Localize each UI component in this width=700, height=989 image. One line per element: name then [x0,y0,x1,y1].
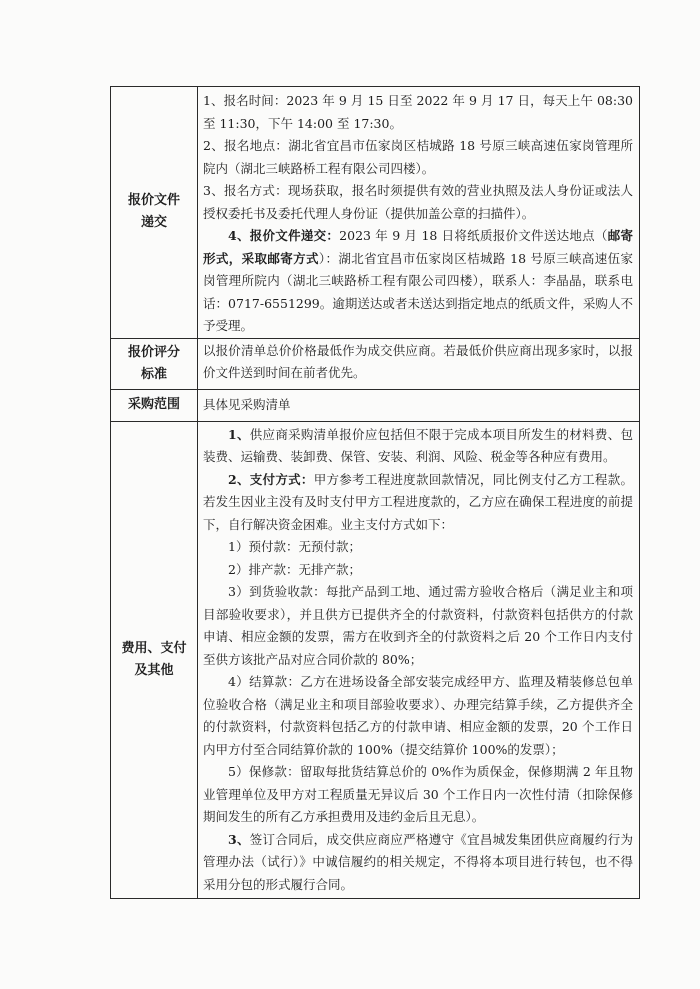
submission-method: 3、报名方式：现场获取，报名时须提供有效的营业执照及法人身份证或法人授权委托书及委托代理人身份证（提供加盖公章的扫描件）。 [203,183,633,221]
table-row-evaluation [111,338,640,389]
delivery-mail-note: 邮寄形式，采取邮寄方式 [203,228,633,266]
fees-item-3 [203,829,633,897]
submission-delivery [203,225,633,338]
fees-item-3-num: 3、 [228,831,250,847]
row-label-submission [111,87,198,339]
delivery-heading: 4、报价文件递交： [228,228,340,243]
label-scope: 采购范围 [127,397,180,412]
fees-warranty: 5）保修款：留取每批货结算总价的 0%作为质保金，保修期满 2 年且物业管理单位及甲方对工程质量无异议后 30 个工作日内一次性付清（扣除保修期间发生的所有乙方承担费用及违约金后且无息）。 [203,764,633,824]
fees-settlement: 4）结算款：乙方在进场设备全部安装完成经甲方、监理及精装修总包单位验收合格（满足业主和项目部验收要求）、办理完结算手续，乙方提供齐全的付款资料，付款资料包括乙方的付款申请、相应金额的发票，20 个工作日内甲方付至合同结算价款的 100%（提交结算价 100%的发票）； [203,674,633,757]
fees-item-2-text: 甲方参考工程进度款回款情况，同比例支付乙方工程款。若发生因业主没有及时支付甲方工程进度款的，乙方应在确保工程进度的前提下，自行解决资金困难。业主支付方式如下： [203,471,633,532]
fees-item-1-num: 1、 [228,426,250,442]
row-content-fees [198,421,640,898]
label-submission-line1: 报价文件 [127,193,180,209]
label-evaluation-line2: 标准 [140,366,167,382]
submission-time: 1、报名时间：2023 年 9 月 15 日至 2022 年 9 月 17 日，每天上午 08:30 至 11:30，下午 14:00 至 17:30。 [203,93,633,131]
fees-item-1-text: 供应商采购清单报价应包括但不限于完成本项目所发生的材料费、包装费、运输费、装卸费、保管、安装、利润、风险、税金等各种应有费用。 [203,426,633,464]
row-label-scope [111,389,198,421]
submission-location: 2、报名地点：湖北省宜昌市伍家岗区桔城路 18 号原三峡高速伍家岗管理所院内（湖北三峡路桥工程有限公司四楼）。 [203,138,633,176]
fees-prepayment: 1）预付款：无预付款； [228,539,361,554]
scope-text: 具体见采购清单 [203,396,291,412]
row-content-evaluation [198,338,640,389]
row-label-fees [111,421,198,898]
table-row-scope [111,389,640,421]
table-row-fees [111,421,640,898]
fees-delivery-acceptance: 3）到货验收款：每批产品到工地、通过需方验收合格后（满足业主和项目部验收要求），并且供方已提供齐全的付款资料，付款资料包括供方的付款申请、相应金额的发票，需方在收到齐全的付款资料之后 20 个工作日内支付至供方该批产品对应合同价款的 80%； [203,584,633,667]
fees-item-2 [203,469,633,537]
fees-item-2-heading: 2、支付方式： [228,471,314,487]
row-content-scope [198,389,640,421]
label-fees-line1: 费用、支付 [121,640,187,656]
label-evaluation-line1: 报价评分 [127,344,180,360]
label-submission-line2: 递交 [140,215,167,231]
label-fees-line2: 及其他 [134,662,174,678]
row-label-evaluation [111,338,198,389]
fees-production: 2）排产款：无排产款； [228,561,361,577]
evaluation-text: 以报价清单总价价格最低作为成交供应商。若最低价供应商出现多家时，以报价文件送到时间在前者优先。 [203,342,633,380]
fees-item-1 [203,424,633,469]
delivery-text-b: ）：湖北省宜昌市伍家岗区桔城路 18 号原三峡高速伍家岗管理所院内（湖北三峡路桥工程有限公司四楼），联系人：李晶晶，联系电话：0717-6551299。逾期送达或者未送达到指定地点的纸质文件，采购人不予受理。 [203,250,633,333]
delivery-text-a: 2023 年 9 月 18 日将纸质报价文件送达地点（ [339,228,608,243]
procurement-table [110,86,640,899]
table-row-submission [111,87,640,339]
row-content-submission [198,87,640,339]
fees-item-3-text: 签订合同后，成交供应商应严格遵守《宜昌城发集团供应商履约行为管理办法（试行）》中诚信履约的相关规定，不得将本项目进行转包，也不得采用分包的形式履行合同。 [203,831,633,892]
